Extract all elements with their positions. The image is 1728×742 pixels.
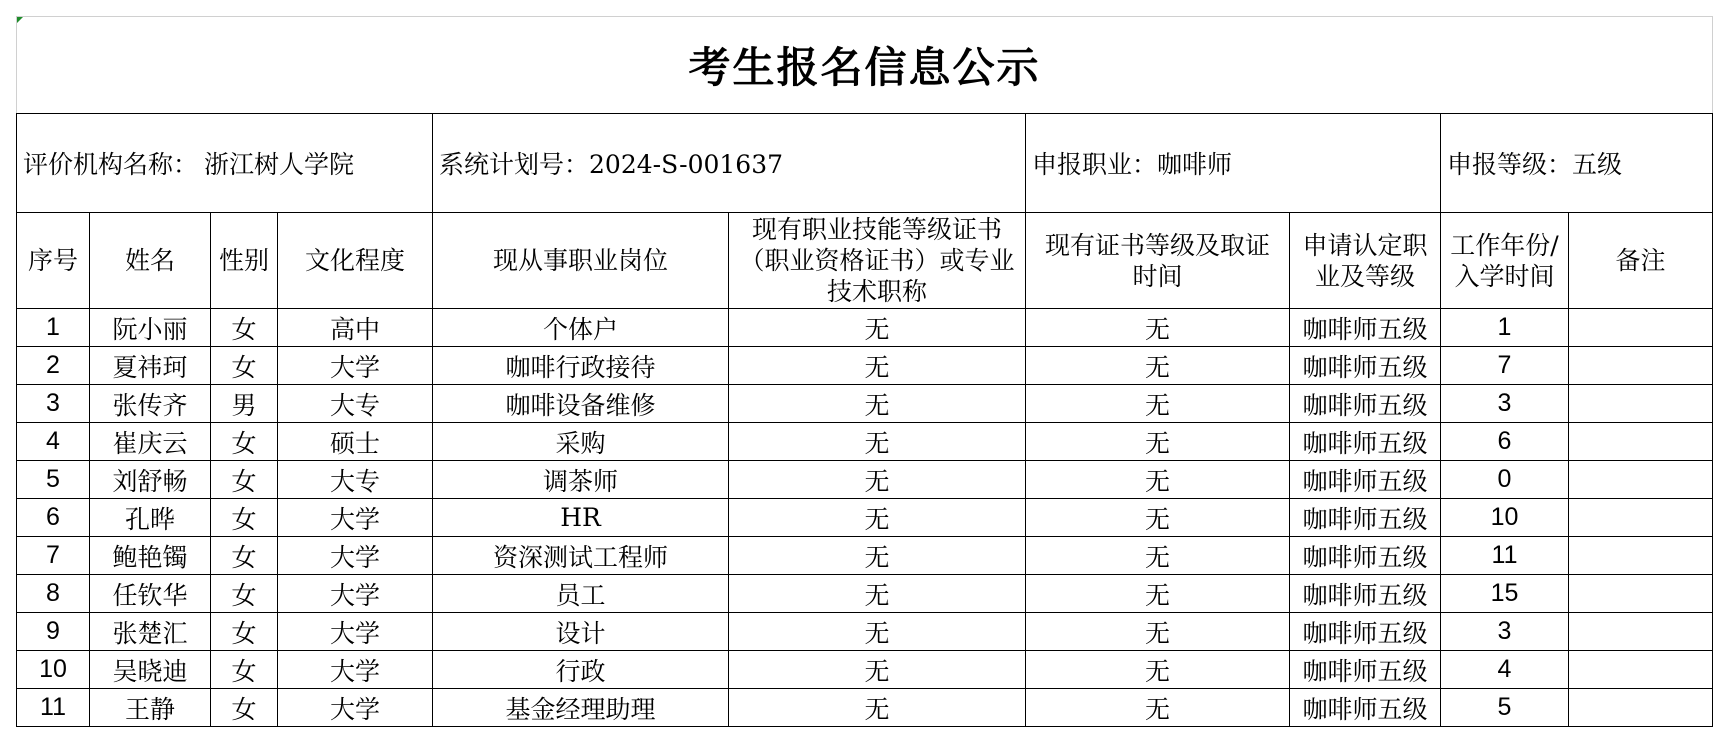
cell-gender[interactable]: 男	[211, 385, 278, 423]
cell-name[interactable]: 鲍艳镯	[90, 537, 211, 575]
plan-cell[interactable]	[433, 114, 1026, 213]
cell-apply[interactable]: 咖啡师五级	[1290, 575, 1441, 613]
cell-cert-time[interactable]: 无	[1026, 575, 1290, 613]
cell-name[interactable]: 张传齐	[90, 385, 211, 423]
cell-gender[interactable]: 女	[211, 309, 278, 347]
cell-apply[interactable]: 咖啡师五级	[1290, 537, 1441, 575]
header-gender[interactable]: 性别	[211, 213, 278, 309]
table-row	[17, 689, 1713, 727]
cell-remark[interactable]	[1569, 347, 1713, 385]
cell-position[interactable]: 个体户	[433, 309, 729, 347]
cell-education[interactable]: 大专	[278, 461, 433, 499]
cell-remark[interactable]	[1569, 613, 1713, 651]
org-label: 评价机构名称：	[23, 150, 199, 179]
cell-cert-time[interactable]: 无	[1026, 613, 1290, 651]
cell-no[interactable]: 4	[17, 423, 90, 461]
cell-no[interactable]: 3	[17, 385, 90, 423]
cell-remark[interactable]	[1569, 385, 1713, 423]
header-education[interactable]: 文化程度	[278, 213, 433, 309]
cell-education[interactable]: 高中	[278, 309, 433, 347]
cell-years[interactable]: 6	[1441, 423, 1569, 461]
table-body	[17, 17, 1713, 727]
cell-cert[interactable]: 无	[729, 385, 1026, 423]
cell-remark[interactable]	[1569, 499, 1713, 537]
header-position[interactable]: 现从事职业岗位	[433, 213, 729, 309]
cell-remark[interactable]	[1569, 309, 1713, 347]
cell-name[interactable]: 刘舒畅	[90, 461, 211, 499]
cell-years[interactable]: 4	[1441, 651, 1569, 689]
spreadsheet	[16, 16, 1712, 727]
job-value: 咖啡师	[1157, 150, 1233, 179]
info-row	[17, 114, 1713, 213]
registration-table	[16, 16, 1713, 727]
cell-name[interactable]: 吴晓迪	[90, 651, 211, 689]
cell-no[interactable]: 6	[17, 499, 90, 537]
header-cert-time[interactable]: 现有证书等级及取证时间	[1026, 213, 1290, 309]
cell-years[interactable]: 3	[1441, 385, 1569, 423]
cell-position[interactable]: 咖啡行政接待	[433, 347, 729, 385]
header-cert[interactable]: 现有职业技能等级证书（职业资格证书）或专业技术职称	[729, 213, 1026, 309]
cell-cert-time[interactable]: 无	[1026, 651, 1290, 689]
cell-cert-time[interactable]: 无	[1026, 689, 1290, 727]
cell-cert[interactable]: 无	[729, 537, 1026, 575]
cell-apply[interactable]: 咖啡师五级	[1290, 423, 1441, 461]
table-row	[17, 385, 1713, 423]
cell-apply[interactable]: 咖啡师五级	[1290, 385, 1441, 423]
cell-gender[interactable]: 女	[211, 423, 278, 461]
header-apply[interactable]: 申请认定职业及等级	[1290, 213, 1441, 309]
cell-years[interactable]: 3	[1441, 613, 1569, 651]
cell-education[interactable]: 大专	[278, 385, 433, 423]
cell-apply[interactable]: 咖啡师五级	[1290, 613, 1441, 651]
cell-remark[interactable]	[1569, 537, 1713, 575]
cell-remark[interactable]	[1569, 689, 1713, 727]
cell-remark[interactable]	[1569, 423, 1713, 461]
header-years[interactable]: 工作年份/入学时间	[1441, 213, 1569, 309]
cell-name[interactable]: 孔晔	[90, 499, 211, 537]
cell-cert-time[interactable]: 无	[1026, 537, 1290, 575]
cell-remark[interactable]	[1569, 461, 1713, 499]
cell-apply[interactable]: 咖啡师五级	[1290, 309, 1441, 347]
page-title[interactable]: 考生报名信息公示	[17, 17, 1713, 114]
cell-position[interactable]: 采购	[433, 423, 729, 461]
cell-cert-time[interactable]: 无	[1026, 309, 1290, 347]
cell-cert[interactable]: 无	[729, 423, 1026, 461]
table-row	[17, 461, 1713, 499]
cell-cert[interactable]: 无	[729, 689, 1026, 727]
cell-cert[interactable]: 无	[729, 575, 1026, 613]
table-row	[17, 651, 1713, 689]
cell-cert-time[interactable]: 无	[1026, 423, 1290, 461]
table-row	[17, 537, 1713, 575]
cell-name[interactable]: 夏祎珂	[90, 347, 211, 385]
cell-education[interactable]: 大学	[278, 347, 433, 385]
table-row	[17, 347, 1713, 385]
cell-gender[interactable]: 女	[211, 537, 278, 575]
table-row	[17, 423, 1713, 461]
cell-position[interactable]: 资深测试工程师	[433, 537, 729, 575]
table-row	[17, 613, 1713, 651]
cell-no[interactable]: 5	[17, 461, 90, 499]
cell-education[interactable]: 硕士	[278, 423, 433, 461]
cell-no[interactable]: 1	[17, 309, 90, 347]
cell-years[interactable]: 7	[1441, 347, 1569, 385]
org-cell[interactable]	[17, 114, 433, 213]
cell-name[interactable]: 任钦华	[90, 575, 211, 613]
cell-gender[interactable]: 女	[211, 499, 278, 537]
cell-apply[interactable]: 咖啡师五级	[1290, 689, 1441, 727]
cell-years[interactable]: 5	[1441, 689, 1569, 727]
cell-remark[interactable]	[1569, 575, 1713, 613]
cell-cert-time[interactable]: 无	[1026, 347, 1290, 385]
cell-no[interactable]: 7	[17, 537, 90, 575]
plan-label: 系统计划号：	[439, 150, 590, 179]
cell-cert[interactable]: 无	[729, 651, 1026, 689]
cell-position[interactable]: 员工	[433, 575, 729, 613]
cell-gender[interactable]: 女	[211, 613, 278, 651]
cell-position[interactable]: 咖啡设备维修	[433, 385, 729, 423]
cell-education[interactable]: 大学	[278, 499, 433, 537]
level-label: 申报等级：	[1447, 150, 1573, 179]
job-label: 申报职业：	[1032, 150, 1158, 179]
title-row	[17, 17, 1713, 114]
cell-education[interactable]: 大学	[278, 575, 433, 613]
cell-education[interactable]: 大学	[278, 537, 433, 575]
cell-cert[interactable]: 无	[729, 499, 1026, 537]
cell-cert[interactable]: 无	[729, 309, 1026, 347]
header-remark[interactable]: 备注	[1569, 213, 1713, 309]
level-value: 五级	[1572, 150, 1623, 179]
header-name[interactable]: 姓名	[90, 213, 211, 309]
cell-apply[interactable]: 咖啡师五级	[1290, 499, 1441, 537]
cell-apply[interactable]: 咖啡师五级	[1290, 461, 1441, 499]
header-row	[17, 213, 1713, 309]
table-row	[17, 575, 1713, 613]
cell-apply[interactable]: 咖啡师五级	[1290, 347, 1441, 385]
cell-gender[interactable]: 女	[211, 651, 278, 689]
cell-years[interactable]: 0	[1441, 461, 1569, 499]
cell-position[interactable]: 设计	[433, 613, 729, 651]
table-row	[17, 499, 1713, 537]
cell-name[interactable]: 崔庆云	[90, 423, 211, 461]
cell-education[interactable]: 大学	[278, 613, 433, 651]
cell-gender[interactable]: 女	[211, 461, 278, 499]
cell-no[interactable]: 11	[17, 689, 90, 727]
cell-cert[interactable]: 无	[729, 461, 1026, 499]
cell-cert-time[interactable]: 无	[1026, 499, 1290, 537]
cell-position[interactable]: 调茶师	[433, 461, 729, 499]
cell-cert-time[interactable]: 无	[1026, 385, 1290, 423]
cell-years[interactable]: 11	[1441, 537, 1569, 575]
cell-years[interactable]: 15	[1441, 575, 1569, 613]
cell-name[interactable]: 王静	[90, 689, 211, 727]
cell-education[interactable]: 大学	[278, 651, 433, 689]
cell-cert[interactable]: 无	[729, 347, 1026, 385]
cell-cert-time[interactable]: 无	[1026, 461, 1290, 499]
table-row	[17, 309, 1713, 347]
cell-name[interactable]: 阮小丽	[90, 309, 211, 347]
cell-no[interactable]: 2	[17, 347, 90, 385]
header-no[interactable]: 序号	[17, 213, 90, 309]
cell-apply[interactable]: 咖啡师五级	[1290, 651, 1441, 689]
job-cell[interactable]	[1026, 114, 1441, 213]
cell-remark[interactable]	[1569, 651, 1713, 689]
cell-gender[interactable]: 女	[211, 575, 278, 613]
cell-education[interactable]: 大学	[278, 689, 433, 727]
cell-position[interactable]: 行政	[433, 651, 729, 689]
cell-position[interactable]: HR	[433, 499, 729, 537]
cell-years[interactable]: 10	[1441, 499, 1569, 537]
plan-value: 2024-S-001637	[589, 150, 784, 179]
org-value: 浙江树人学院	[204, 150, 355, 179]
cell-no[interactable]: 8	[17, 575, 90, 613]
cell-no[interactable]: 9	[17, 613, 90, 651]
cell-gender[interactable]: 女	[211, 689, 278, 727]
cell-no[interactable]: 10	[17, 651, 90, 689]
level-cell[interactable]	[1441, 114, 1713, 213]
cell-years[interactable]: 1	[1441, 309, 1569, 347]
cell-position[interactable]: 基金经理助理	[433, 689, 729, 727]
cell-cert[interactable]: 无	[729, 613, 1026, 651]
cell-name[interactable]: 张楚汇	[90, 613, 211, 651]
cell-gender[interactable]: 女	[211, 347, 278, 385]
